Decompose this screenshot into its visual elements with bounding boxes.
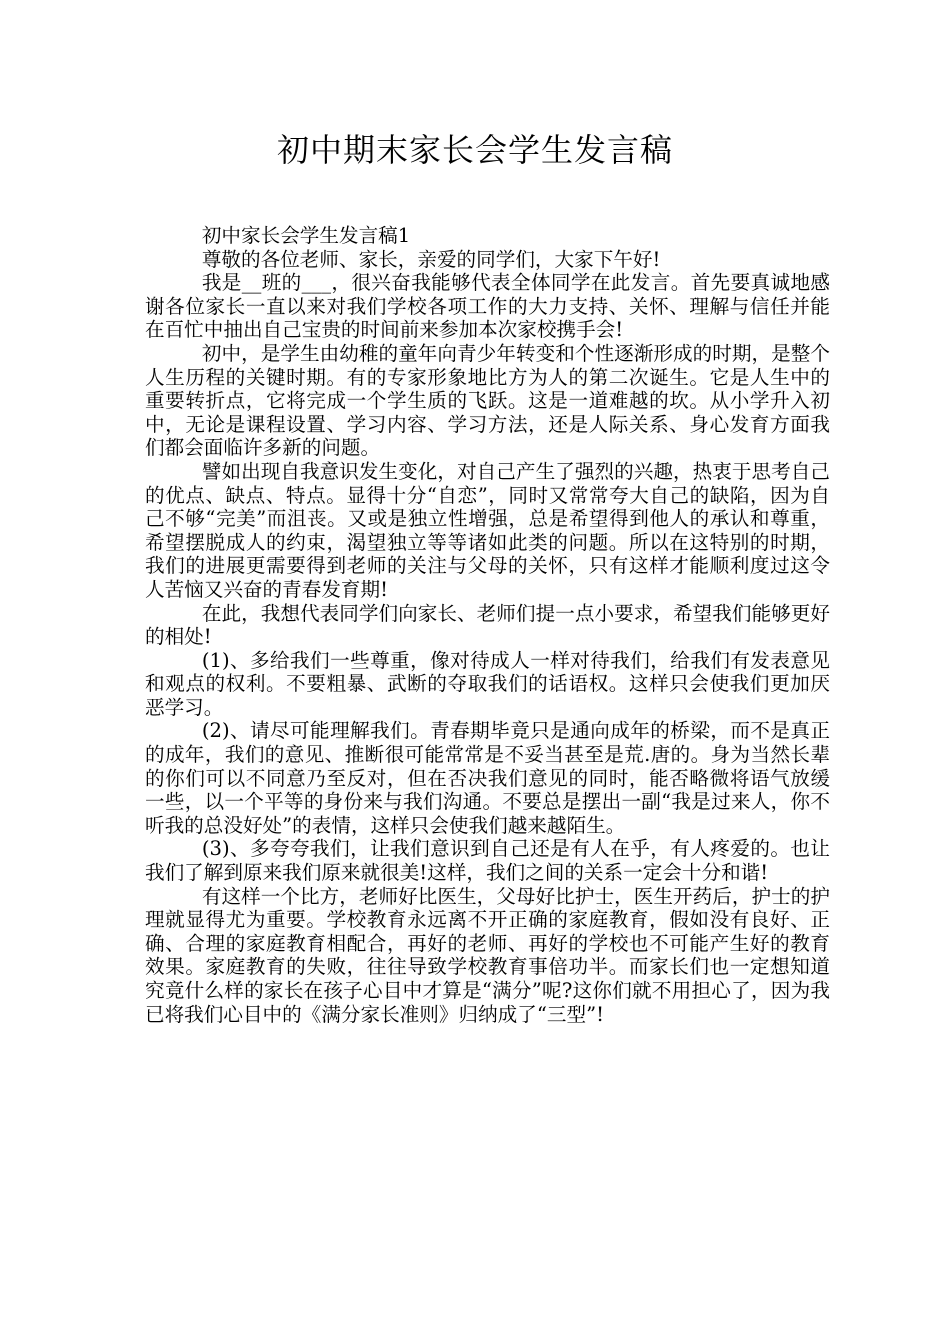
- paragraph-section-heading: 初中家长会学生发言稿1: [201, 224, 411, 247]
- paragraph: 初中，是学生由幼稚的童年向青少年转变和个性逐渐形成的时期，是整个人生历程的关键时期。有的专家形象地比方为人的第二次诞生。它是人生中的重要转折点，它将完成一个学生质的飞跃。这是一道难越的坎。从小学升入初中，无论是课程设置、学习内容、学习方法，还是人际关系、身心发育方面我们都会面临许多新的问题。: [145, 341, 830, 460]
- paragraph: 有这样一个比方，老师好比医生，父母好比护士，医生开药后，护士的护理就显得尤为重要。学校教育永远离不开正确的家庭教育，假如没有良好、正确、合理的家庭教育相配合，再好的老师、再好的学校也不可能产生好的教育效果。家庭教育的失败，往往导致学校教育事倍功半。而家长们也一定想知道究竟什么样的家长在孩子心目中才算是“满分”呢?这你们就不用担心了，因为我已将我们心目中的《满分家长准则》归纳成了“三型”!: [145, 884, 830, 1026]
- paragraph-list-item: (1)、多给我们一些尊重，像对待成人一样对待我们，给我们有发表意见和观点的权利。不要粗暴、武断的夺取我们的话语权。这样只会使我们更加厌恶学习。: [145, 648, 830, 719]
- page-title: 初中期末家长会学生发言稿: [276, 131, 673, 169]
- paragraph: 譬如出现自我意识发生变化，对自己产生了强烈的兴趣，热衷于思考自己的优点、缺点、特点。显得十分“自恋”，同时又常常夸大自己的缺陷，因为自己不够“完美”而沮丧。又或是独立性增强，总是希望得到他人的承认和尊重，希望摆脱成人的约束，渴望独立等等诸如此类的问题。所以在这特别的时期，我们的进展更需要得到老师的关注与父母的关怀，只有这样才能顺利度过这令人苦恼又兴奋的青春发育期!: [145, 459, 830, 601]
- document-body: [145, 224, 830, 1026]
- paragraph: 我是__班的___，很兴奋我能够代表全体同学在此发言。首先要真诚地感谢各位家长一直以来对我们学校各项工作的大力支持、关怀、理解与信任并能在百忙中抽出自己宝贵的时间前来参加本次家校携手会!: [145, 271, 830, 342]
- paragraph-list-item: (3)、多夸夸我们，让我们意识到自己还是有人在乎，有人疼爱的。也让我们了解到原来我们原来就很美!这样，我们之间的关系一定会十分和谐!: [145, 837, 830, 885]
- paragraph-list-item: (2)、请尽可能理解我们。青春期毕竟只是通向成年的桥梁，而不是真正的成年，我们的意见、推断很可能常常是不妥当甚至是荒.唐的。身为当然长辈的你们可以不同意乃至反对，但在否决我们意见的同时，能否略微将语气放缓一些，以一个平等的身份来与我们沟通。不要总是摆出一副“我是过来人，你不听我的总没好处”的表情，这样只会使我们越来越陌生。: [145, 719, 830, 837]
- paragraph: 在此，我想代表同学们向家长、老师们提一点小要求，希望我们能够更好的相处!: [145, 601, 830, 649]
- paragraph-greeting: 尊敬的各位老师、家长，亲爱的同学们，大家下午好!: [201, 247, 661, 271]
